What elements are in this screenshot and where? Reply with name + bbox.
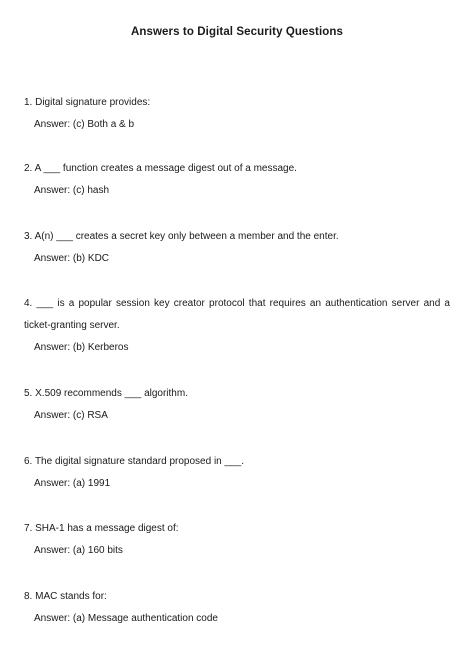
question-4: 4. ___ is a popular session key creator protocol that requires an authentication server and a ticket-granting server. [24, 298, 450, 331]
qa-item-7 [24, 518, 450, 562]
qa-item-5 [24, 383, 450, 427]
question-3: 3. A(n) ___ creates a secret key only between a member and the enter. [24, 231, 339, 242]
answer-8: Answer: (a) Message authentication code [34, 613, 218, 624]
answer-4: Answer: (b) Kerberos [34, 342, 129, 353]
question-6: 6. The digital signature standard proposed in ___. [24, 456, 244, 467]
question-2: 2. A ___ function creates a message digest out of a message. [24, 163, 297, 174]
answer-6: Answer: (a) 1991 [34, 478, 111, 489]
qa-item-8 [24, 586, 450, 630]
answer-3: Answer: (b) KDC [34, 253, 110, 264]
qa-item-4 [24, 293, 450, 359]
answer-1: Answer: (c) Both a & b [34, 119, 135, 130]
answer-7: Answer: (a) 160 bits [34, 545, 123, 556]
qa-item-3 [24, 226, 450, 270]
question-1: 1. Digital signature provides: [24, 97, 151, 108]
qa-item-2 [24, 158, 450, 202]
qa-item-6 [24, 451, 450, 495]
answer-2: Answer: (c) hash [34, 185, 110, 196]
qa-item-1 [24, 92, 450, 136]
question-7: 7. SHA-1 has a message digest of: [24, 523, 179, 534]
page-title: Answers to Digital Security Questions [130, 26, 344, 38]
question-8: 8. MAC stands for: [24, 591, 107, 602]
question-5: 5. X.509 recommends ___ algorithm. [24, 388, 188, 399]
answer-5: Answer: (c) RSA [34, 410, 108, 421]
